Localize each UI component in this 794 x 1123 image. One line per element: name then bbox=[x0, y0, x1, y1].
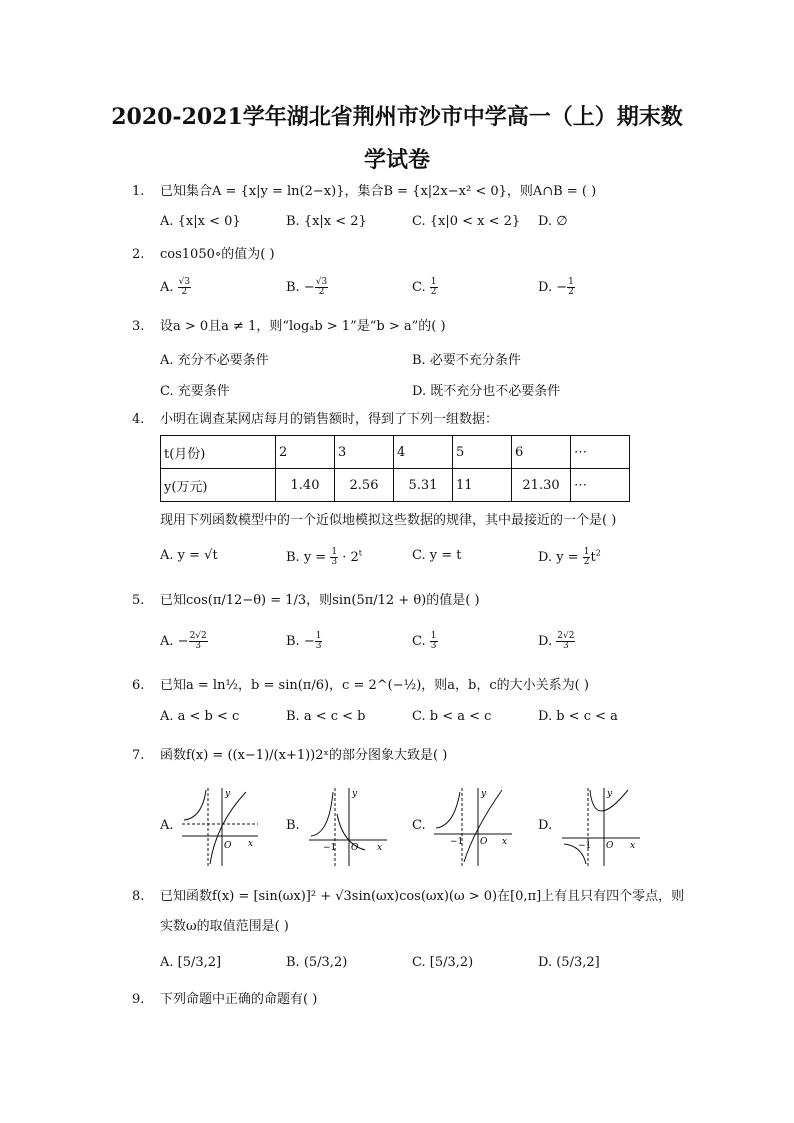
q3-option-c[interactable]: C. 充要条件 bbox=[160, 384, 230, 399]
graph-c bbox=[430, 784, 516, 868]
q5-option-c[interactable]: C. $\frac{1}{3}$ bbox=[412, 631, 437, 651]
q3-option-a[interactable]: A. 充分不必要条件 bbox=[160, 353, 269, 368]
q8-option-d[interactable]: D. (5/3,2] bbox=[538, 955, 600, 970]
q2-option-c[interactable]: C. $\frac{1}{2}$ bbox=[412, 277, 437, 297]
q1-option-b[interactable]: B. {x|x < 2} bbox=[286, 214, 367, 229]
q5-option-d[interactable]: D. $\frac{2√2}{3}$ bbox=[538, 631, 575, 651]
graph-a bbox=[176, 784, 262, 868]
q4-option-a[interactable]: A. y = √t bbox=[160, 548, 218, 563]
doc-title-line2: 学试卷 bbox=[363, 147, 430, 173]
q1-option-d[interactable]: D. ∅ bbox=[538, 214, 568, 229]
q4-option-b[interactable]: B. y = $\frac{1}{3}$ · $2^t$ bbox=[286, 547, 362, 567]
q1-option-c[interactable]: C. {x|0 < x < 2} bbox=[412, 214, 521, 229]
q3-option-d[interactable]: D. 既不充分也不必要条件 bbox=[412, 384, 561, 399]
table-row: y(万元) 1.40 2.56 5.31 11 21.30 ⋯ bbox=[161, 469, 630, 502]
sales-table bbox=[160, 435, 630, 502]
q8-option-c[interactable]: C. [5/3,2) bbox=[412, 955, 474, 970]
svg-text:y: y bbox=[607, 789, 613, 799]
svg-text:−1: −1 bbox=[323, 843, 337, 853]
q5-option-a[interactable]: A. − $\frac{2√2}{3}$ bbox=[160, 631, 207, 651]
q7-option-b[interactable]: B. bbox=[286, 818, 300, 833]
q7-option-c[interactable]: C. bbox=[412, 818, 426, 833]
svg-text:O: O bbox=[480, 837, 488, 847]
svg-text:x: x bbox=[630, 841, 636, 851]
graph-b bbox=[305, 784, 391, 868]
q8-option-b[interactable]: B. (5/3,2) bbox=[286, 955, 348, 970]
q2-option-b[interactable]: B. − $\frac{√3}{2}$ bbox=[286, 277, 328, 297]
q6-option-a[interactable]: A. a < b < c bbox=[160, 709, 240, 724]
svg-text:x: x bbox=[502, 837, 508, 847]
svg-text:y: y bbox=[481, 789, 487, 799]
q6-option-c[interactable]: C. b < a < c bbox=[412, 709, 492, 724]
svg-text:y: y bbox=[225, 789, 231, 799]
q1-option-a[interactable]: A. {x|x < 0} bbox=[160, 214, 241, 229]
svg-text:−1: −1 bbox=[578, 841, 592, 851]
q8-option-a[interactable]: A. [5/3,2] bbox=[160, 955, 222, 970]
q7-option-d[interactable]: D. bbox=[538, 818, 553, 833]
svg-text:x: x bbox=[248, 839, 254, 849]
doc-title-line1: 2020-2021学年湖北省荆州市沙市中学高一（上）期末数 bbox=[111, 104, 683, 130]
q6-option-b[interactable]: B. a < c < b bbox=[286, 709, 366, 724]
graph-d bbox=[558, 784, 644, 868]
q6-option-d[interactable]: D. b < c < a bbox=[538, 709, 618, 724]
q2-option-a[interactable]: A. $\frac{√3}{2}$ bbox=[160, 277, 191, 297]
q5-option-b[interactable]: B. − $\frac{1}{3}$ bbox=[286, 631, 322, 651]
svg-text:O: O bbox=[351, 843, 359, 853]
svg-text:O: O bbox=[606, 841, 614, 851]
svg-text:y: y bbox=[352, 789, 358, 799]
table-row: t(月份) 2 3 4 5 6 ⋯ bbox=[161, 436, 630, 469]
q4-option-d[interactable]: D. y = $\frac{1}{2}$ $t^2$ bbox=[538, 547, 601, 567]
q4-option-c[interactable]: C. y = t bbox=[412, 548, 462, 563]
q2-option-d[interactable]: D. − $\frac{1}{2}$ bbox=[538, 277, 574, 297]
q3-option-b[interactable]: B. 必要不充分条件 bbox=[412, 353, 521, 368]
q7-option-a[interactable]: A. bbox=[160, 818, 174, 833]
svg-text:x: x bbox=[377, 843, 383, 853]
svg-text:−1: −1 bbox=[450, 837, 464, 847]
question-8-cont: 实数ω的取值范围是( ) bbox=[160, 919, 289, 934]
q4-followup: 现用下列函数模型中的一个近似地模拟这些数据的规律，其中最接近的一个是( ) bbox=[160, 513, 617, 528]
svg-text:O: O bbox=[224, 841, 232, 851]
